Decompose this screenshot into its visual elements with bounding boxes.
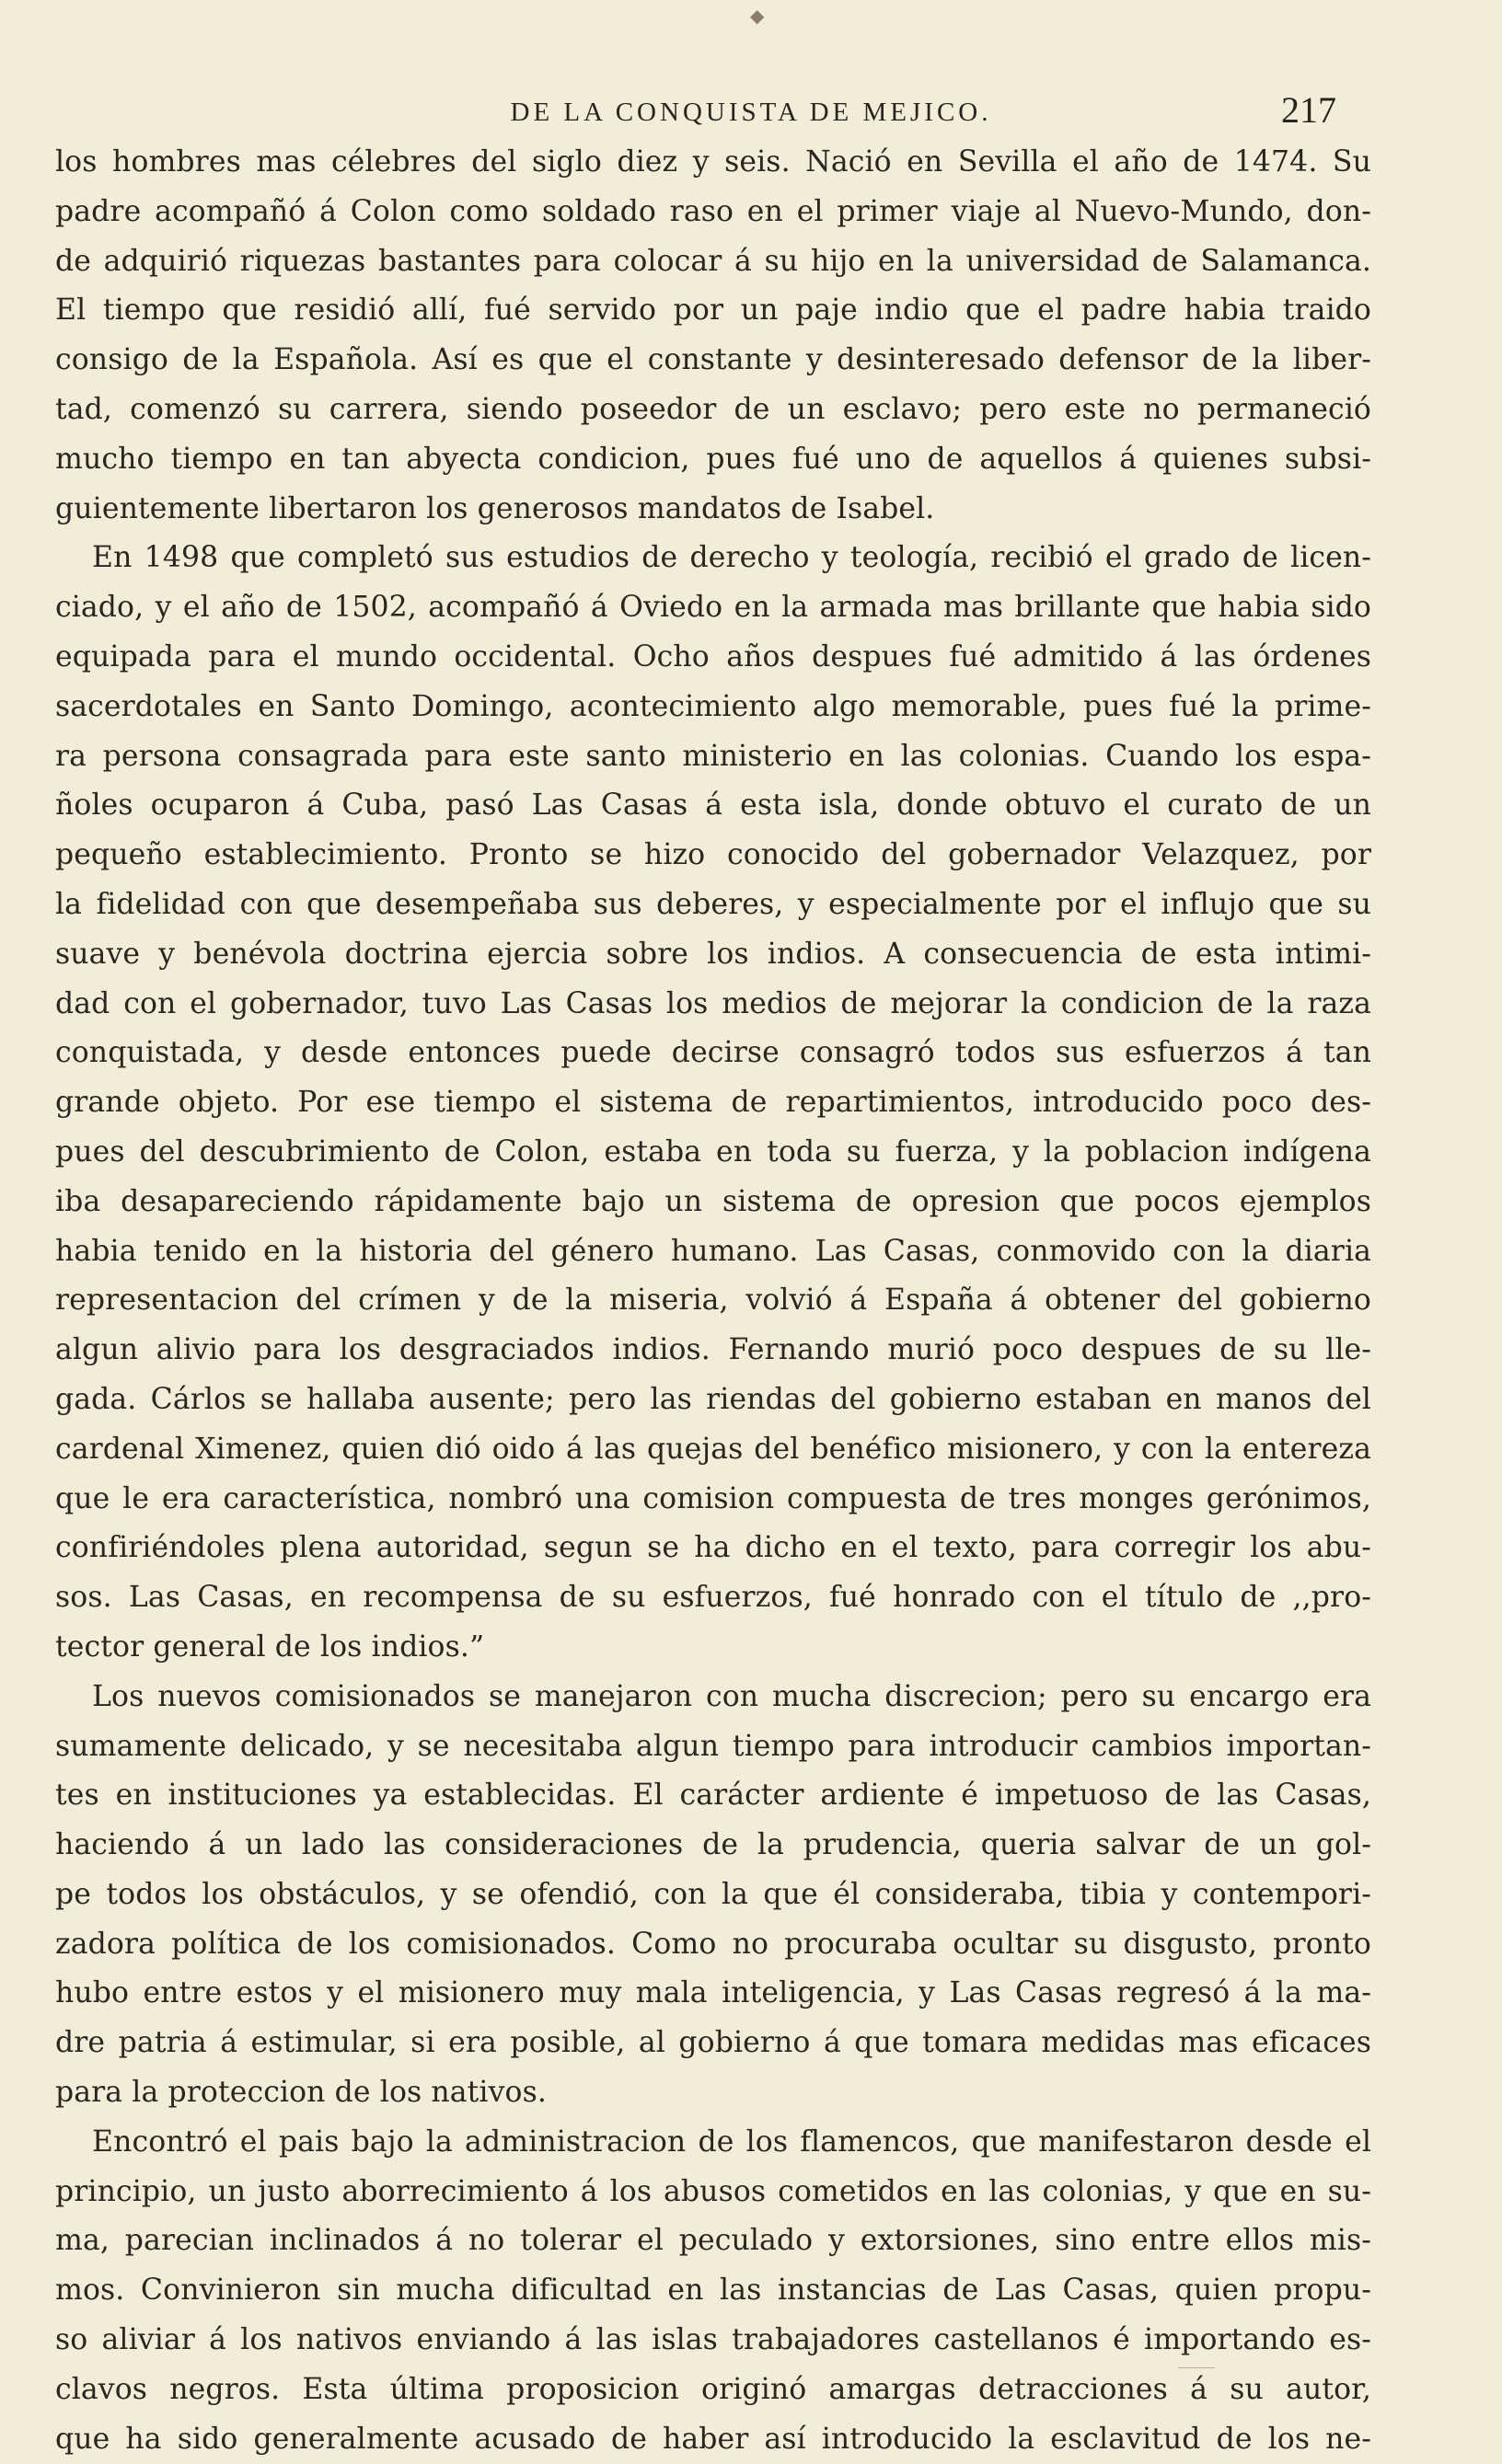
running-head <box>55 85 1447 140</box>
text-line: Los nuevos comisionados se manejaron con mucha discrecion; pero su encargo era <box>92 1679 1371 1713</box>
text-line: los hombres mas célebres del siglo diez y seis. Nació en Sevilla el año de 1474. Su <box>55 145 1371 178</box>
text-line: algun alivio para los desgraciados indios. Fernando murió poco despues de su lle- <box>55 1333 1371 1367</box>
text-line: zadora política de los comisionados. Como no procuraba ocultar su disgusto, pronto <box>55 1927 1371 1961</box>
text-line: En 1498 que completó sus estudios de derecho y teología, recibió el grado de licen- <box>92 541 1371 575</box>
text-line: mucho tiempo en tan abyecta condicion, pues fué uno de aquellos á quienes subsi- <box>55 442 1371 476</box>
text-line: sumamente delicado, y se necesitaba algun tiempo para introducir cambios importan- <box>55 1729 1371 1763</box>
text-line: pequeño establecimiento. Pronto se hizo conocido del gobernador Velazquez, por <box>55 838 1371 872</box>
text-line: pe todos los obstáculos, y se ofendió, con la que él consideraba, tibia y contempori- <box>55 1877 1371 1911</box>
text-line: tes en instituciones ya establecidas. El carácter ardiente é impetuoso de las Casas, <box>55 1779 1371 1813</box>
text-line: mos. Convinieron sin mucha dificultad en las instancias de Las Casas, quien propu- <box>55 2274 1371 2308</box>
text-line: ma, parecian inclinados á no tolerar el peculado y extorsiones, sino entre ellos mis- <box>55 2224 1371 2258</box>
text-line: El tiempo que residió allí, fué servido por un paje indio que el padre habia traido <box>55 294 1371 328</box>
text-line: tad, comenzó su carrera, siendo poseedor de un esclavo; pero este no permaneció <box>55 392 1371 426</box>
text-line: grande objeto. Por ese tiempo el sistema de repartimientos, introducido poco des- <box>55 1086 1371 1120</box>
text-line: dad con el gobernador, tuvo Las Casas los medios de mejorar la condicion de la raza <box>55 986 1371 1020</box>
text-line: dre patria á estimular, si era posible, al gobierno á que tomara medidas mas eficaces <box>55 2026 1371 2060</box>
text-line: gada. Cárlos se hallaba ausente; pero las riendas del gobierno estaban en manos del <box>55 1382 1371 1416</box>
text-line: iba desapareciendo rápidamente bajo un sistema de opresion que pocos ejemplos <box>55 1184 1371 1218</box>
text-line: que ha sido generalmente acusado de haber así introducido la esclavitud de los ne- <box>55 2422 1371 2456</box>
text-line: hubo entre estos y el misionero muy mala inteligencia, y Las Casas regresó á la ma- <box>55 1976 1371 2010</box>
text-line: pues del descubrimiento de Colon, estaba en toda su fuerza, y la poblacion indígena <box>55 1134 1371 1169</box>
text-line: de adquirió riquezas bastantes para colocar á su hijo en la universidad de Salamanca. <box>55 244 1371 278</box>
page-number: 217 <box>1281 89 1336 131</box>
text-line: sos. Las Casas, en recompensa de su esfuerzos, fué honrado con el título de ,,pro- <box>55 1581 1371 1615</box>
text-line: guientemente libertaron los generosos mandatos de Isabel. <box>55 491 935 525</box>
text-line: habia tenido en la historia del género humano. Las Casas, conmovido con la diaria <box>55 1234 1371 1268</box>
text-line: consigo de la Española. Así es que el constante y desinteresado defensor de la liber- <box>55 343 1371 377</box>
ink-mark-icon: ◆ <box>750 5 765 27</box>
body-text <box>55 138 1371 2464</box>
text-line: haciendo á un lado las consideraciones de la prudencia, queria salvar de un gol- <box>55 1828 1371 1862</box>
text-line: equipada para el mundo occidental. Ocho años despues fué admitido á las órdenes <box>55 639 1371 674</box>
text-line: Encontró el pais bajo la administracion de los flamencos, que manifestaron desde el <box>92 2124 1371 2159</box>
text-line: suave y benévola doctrina ejercia sobre los indios. A consecuencia de esta intimi- <box>55 937 1371 971</box>
text-line: para la proteccion de los nativos. <box>55 2076 547 2110</box>
text-line: cardenal Ximenez, quien dió oido á las quejas del benéfico misionero, y con la entereza <box>55 1432 1371 1466</box>
text-line: la fidelidad con que desempeñaba sus deberes, y especialmente por el influjo que su <box>55 887 1371 921</box>
text-line: ciado, y el año de 1502, acompañó á Oviedo en la armada mas brillante que habia sido <box>55 591 1371 625</box>
text-line: so aliviar á los nativos enviando á las islas trabajadores castellanos é importando es- <box>55 2323 1371 2357</box>
text-line: que le era característica, nombró una comision compuesta de tres monges gerónimos, <box>55 1481 1371 1515</box>
text-line: padre acompañó á Colon como soldado raso en el primer viaje al Nuevo-Mundo, don- <box>55 194 1371 228</box>
text-line: sacerdotales en Santo Domingo, acontecimiento algo memorable, pues fué la prime- <box>55 689 1371 723</box>
text-line: conquistada, y desde entonces puede decirse consagró todos sus esfuerzos á tan <box>55 1036 1371 1070</box>
text-line: representacion del crímen y de la miseria, volvió á España á obtener del gobierno <box>55 1284 1371 1318</box>
running-head-title: DE LA CONQUISTA DE MEJICO. <box>510 98 992 127</box>
text-line: tector general de los indios.” <box>55 1629 485 1664</box>
text-line: confiriéndoles plena autoridad, segun se ha dicho en el texto, para corregir los abu- <box>55 1531 1371 1565</box>
text-line: principio, un justo aborrecimiento á los abusos cometidos en las colonias, y que en su- <box>55 2174 1371 2208</box>
footer-rule <box>1178 2367 1215 2368</box>
text-line: clavos negros. Esta última proposicion originó amargas detracciones á su autor, <box>55 2372 1371 2406</box>
text-line: ra persona consagrada para este santo ministerio en las colonias. Cuando los espa- <box>55 739 1371 773</box>
text-line: ñoles ocuparon á Cuba, pasó Las Casas á esta isla, donde obtuvo el curato de un <box>55 789 1371 823</box>
